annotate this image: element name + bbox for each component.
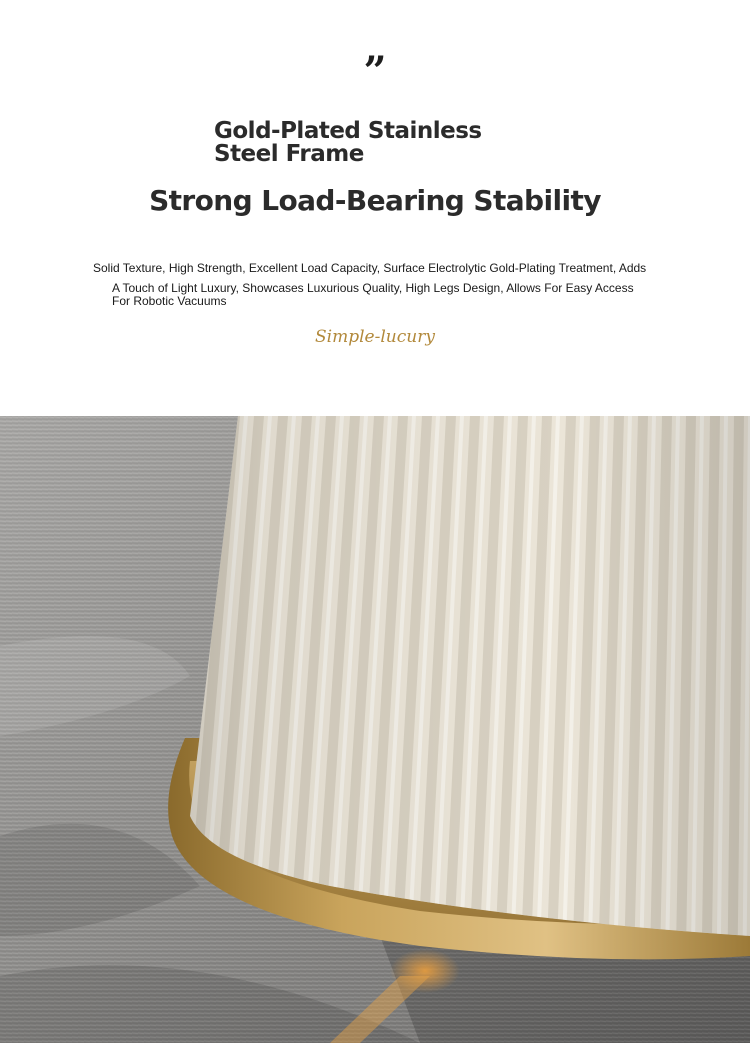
quote-mark-icon: ” — [363, 48, 387, 95]
feature-headline: Strong Load-Bearing Stability — [149, 184, 601, 217]
description-line3: For Robotic Vacuums — [112, 294, 227, 308]
brand-tagline: Simple-lucury — [315, 327, 435, 347]
description-line2: A Touch of Light Luxury, Showcases Luxurious Quality, High Legs Design, Allows For Easy Access — [112, 281, 634, 295]
product-photo — [0, 416, 750, 1043]
feature-text-section — [0, 0, 750, 416]
table-base-illustration — [0, 416, 750, 1043]
feature-title-line2: Steel Frame — [214, 141, 364, 167]
feature-title — [214, 120, 482, 166]
feature-title-line1: Gold-Plated Stainless — [214, 118, 482, 144]
description-line1: Solid Texture, High Strength, Excellent Load Capacity, Surface Electrolytic Gold-Plating Treatment, Adds — [93, 261, 647, 275]
